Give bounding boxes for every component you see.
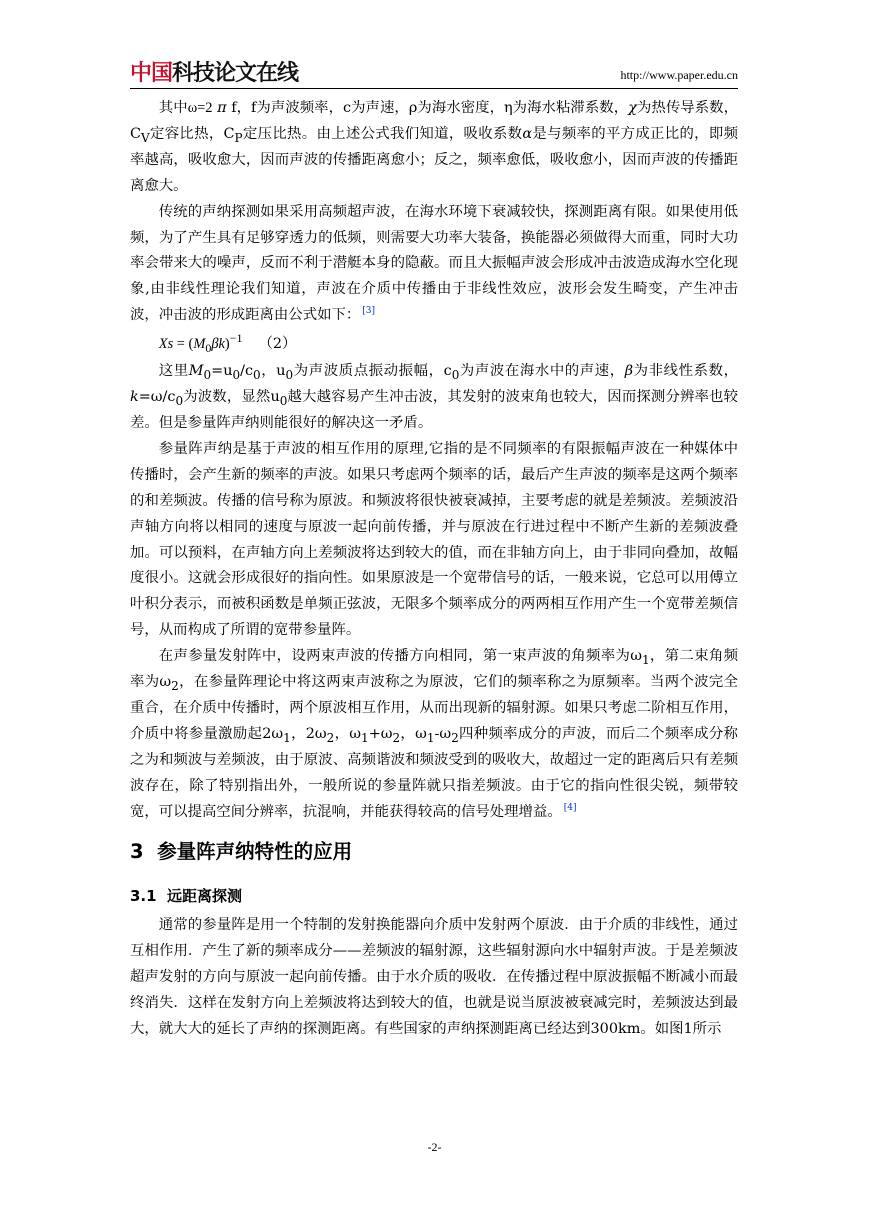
paragraph-6: 通常的参量阵是用一个特制的发射换能器向介质中发射两个原波．由于介质的非线性，通过互相作用．产生了新的频率成分——差频波的辐射源，这些辐射源向水中辐射声波。于是差频波超声发射的方向与原波一起向前传播。由于水介质的吸收．在传播过程中原波振幅不断减小而最终消失．这样在发射方向上差频波将达到较大的值，也就是说当原波被衰减完时，差频波达到最大，就大大的延长了声纳的探测距离。有些国家的声纳探测距离已经达到300km。如图1所示 <box>130 917 738 1038</box>
equation-2: $Xs = (M_0\beta k)^{-1}$ （2） <box>158 331 297 356</box>
paragraph-5: 在声参量发射阵中，设两束声波的传播方向相同，第一束声波的角频率为$\omega_1$，第二束角频率为$\omega_2$，在参量阵理论中将这两束声波称之为原波，它们的频率称之为原频率。当两个波完全重合，在介质中传播时，两个原波相互作用，从而出现新的辐射源。如果只考虑二阶相互作用，介质中将参量激励起$2\omega_1$，$2\omega_2$，$\omega_1+\omega_2$，$\omega_1-\omega_2$四种频率成分的声波，而后二个频率成分称之为和频波与差频波，由于原波、高频谐波和频波受到的吸收大，故超过一定的距离后只有差频波存在，除了特别指出外，一般所说的参量阵就只指差频波。由于它的指向性很尖锐，频带较宽，可以提高空间分辨率，抗混响，并能获得较高的信号处理增益。 [4] <box>130 648 738 820</box>
header-url: http://www.paper.edu.cn <box>620 68 738 82</box>
page-number: -2- <box>427 1140 442 1154</box>
paragraph-3: 这里$M_0=u_0/c_0$，$u_0$为声波质点振动振幅，$c_0$为声波在海水中的声速，β为非线性系数，$k=\omega/c_0$为波数，显然$u_0$越大越容易产生冲击波，其发射的波束角也较大，因而探测分辨率也较差。但是参量阵声纳则能很好的解决这一矛盾。 <box>130 363 738 431</box>
section-3-1-heading: 3.1 远距离探测 <box>130 887 243 906</box>
journal-logo: 中国科技论文在线 <box>130 61 299 86</box>
citation-4[interactable]: [4] <box>563 802 577 813</box>
page-body <box>130 96 738 1043</box>
citation-3[interactable]: [3] <box>362 306 376 317</box>
paragraph-1: 其中ω=2 π f，f为声波频率，c为声速，ρ为海水密度，η为海水粘滞系数，χ为热传导系数，$C_V$定容比热，$C_P$定压比热。由上述公式我们知道，吸收系数α是与频率的平方成正比的，即频率越高，吸收愈大，因而声波的传播距离愈小；反之，频率愈低，吸收愈小，因而声波的传播距离愈大。 <box>130 100 738 194</box>
paragraph-2: 传统的声纳探测如果采用高频超声波，在海水环境下衰减较快，探测距离有限。如果使用低频，为了产生具有足够穿透力的低频，则需要大功率大装备，换能器必须做得大而重，同时大功率会带来大的噪声，反而不利于潜艇本身的隐蔽。而且大振幅声波会形成冲击波造成海水空化现象,由非线性理论我们知道，声波在介质中传播由于非线性效应，波形会发生畸变，产生冲击波，冲击波的形成距离由公式如下： [3] <box>130 203 738 324</box>
header-rule <box>130 88 738 89</box>
section-3-heading: 3 参量阵声纳特性的应用 <box>130 840 353 864</box>
page-header <box>130 60 738 88</box>
paragraph-4: 参量阵声纳是基于声波的相互作用的原理,它指的是不同频率的有限振幅声波在一种媒体中传播时，会产生新的频率的声波。如果只考虑两个频率的话，最后产生声波的频率是这两个频率的和差频波。传播的信号称为原波。和频波将很快被衰减掉，主要考虑的就是差频波。差频波沿声轴方向将以相同的速度与原波一起向前传播，并与原波在行进过程中不断产生新的差频波叠加。可以预料，在声轴方向上差频波将达到较大的值，而在非轴方向上，由于非同向叠加，故幅度很小。这就会形成很好的指向性。如果原波是一个宽带信号的话，一般来说，它总可以用傅立叶积分表示，而被积函数是单频正弦波，无限多个频率成分的两两相互作用产生一个宽带差频信号，从而构成了所谓的宽带参量阵。 <box>130 440 738 639</box>
